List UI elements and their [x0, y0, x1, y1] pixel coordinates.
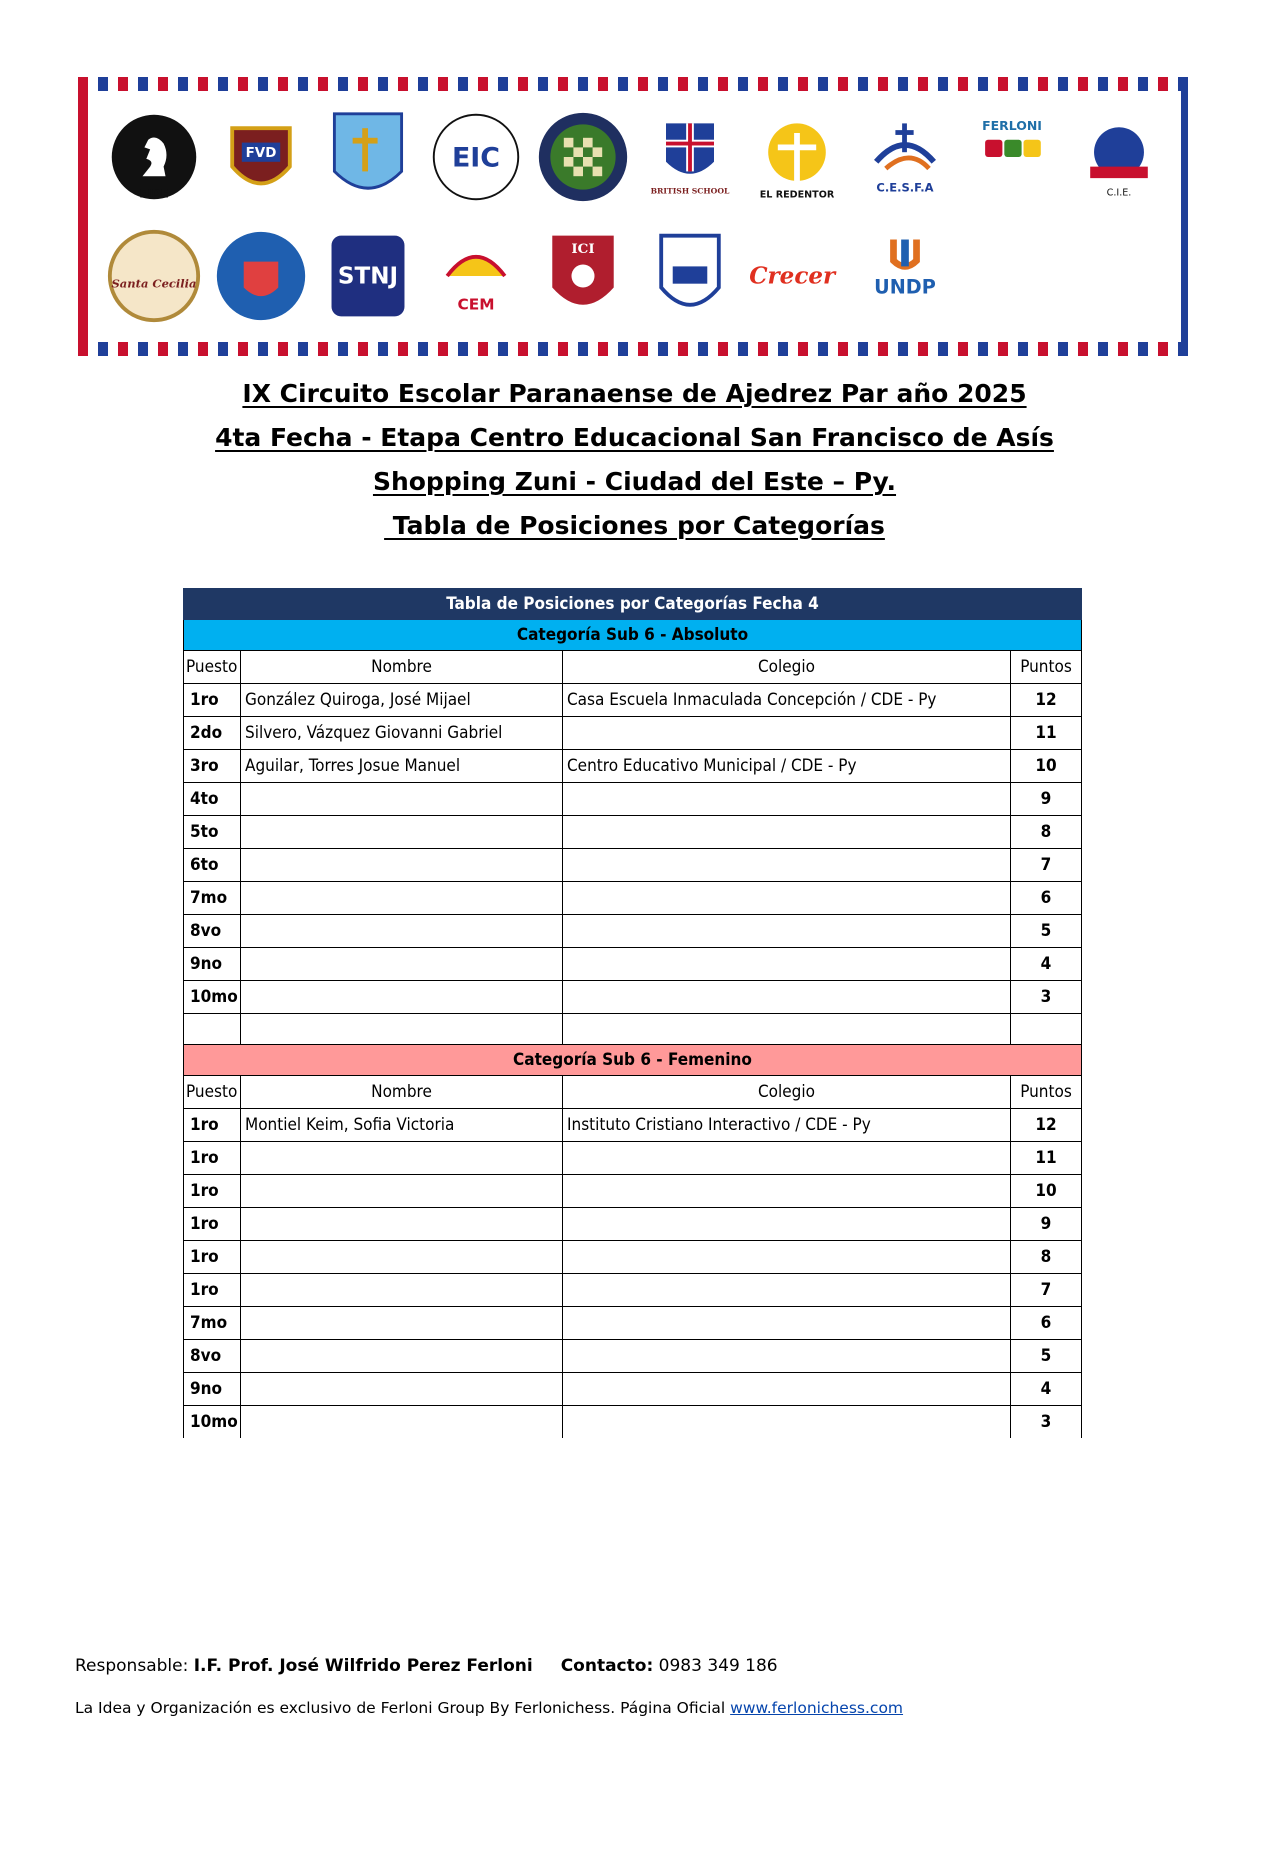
cell-puntos: 6 [1011, 882, 1082, 915]
cell-puntos: 10 [1011, 1175, 1082, 1208]
table-row [184, 717, 1082, 750]
cell-colegio: Instituto Cristiano Interactivo / CDE - Py [563, 1109, 1011, 1142]
column-header-colegio: Colegio [563, 651, 1011, 684]
cell-puesto: 10mo [184, 1406, 241, 1439]
cell-nombre [241, 1340, 563, 1373]
cell-puesto: 3ro [184, 750, 241, 783]
ici-logo [535, 228, 631, 324]
cell-puesto: 2do [184, 717, 241, 750]
cell-puntos: 4 [1011, 948, 1082, 981]
svg-text:CEM: CEM [457, 295, 495, 314]
cell-nombre [241, 816, 563, 849]
cell-nombre: Aguilar, Torres Josue Manuel [241, 750, 563, 783]
cell-puntos: 5 [1011, 915, 1082, 948]
cell-colegio [563, 1241, 1011, 1274]
fvd-logo [213, 109, 309, 205]
heading-line-1: IX Circuito Escolar Paranaense de Ajedrez Par año 2025 [242, 379, 1027, 408]
contacto-value: 0983 349 186 [653, 1656, 778, 1676]
cell-colegio [563, 816, 1011, 849]
cell-colegio [563, 717, 1011, 750]
cie-logo [1071, 109, 1167, 205]
empty-cell [563, 1014, 1011, 1045]
table-row [184, 1142, 1082, 1175]
column-header-nombre: Nombre [241, 651, 563, 684]
cell-puntos: 3 [1011, 1406, 1082, 1439]
table-row [184, 684, 1082, 717]
heading-line-3: Shopping Zuni - Ciudad del Este – Py. [372, 467, 897, 496]
svg-text:STNJ: STNJ [338, 263, 399, 290]
cell-colegio [563, 1373, 1011, 1406]
cell-puesto: 4to [184, 783, 241, 816]
column-header-nombre: Nombre [241, 1076, 563, 1109]
cell-puesto: 8vo [184, 915, 241, 948]
spacer-row [184, 1014, 1082, 1045]
cell-puntos: 10 [1011, 750, 1082, 783]
cell-puesto: 1ro [184, 1208, 241, 1241]
standings-table [183, 588, 1082, 1438]
footer-organization [75, 1699, 903, 1717]
cell-colegio: Centro Educativo Municipal / CDE - Py [563, 750, 1011, 783]
heading-line-2: 4ta Fecha - Etapa Centro Educacional San Francisco de Asís [215, 423, 1054, 452]
heading-line-4: Tabla de Posiciones por Categorías [384, 511, 885, 540]
cell-puntos: 4 [1011, 1373, 1082, 1406]
document-heading [0, 372, 1269, 548]
colegio-santa-rita-logo [642, 228, 738, 324]
standings-table-wrapper [183, 588, 1081, 1438]
svg-text:Crecer: Crecer [749, 262, 836, 290]
table-row [184, 1340, 1082, 1373]
svg-text:EL REDENTOR: EL REDENTOR [760, 189, 835, 201]
santa-cecilia-logo [106, 228, 202, 324]
svg-text:C.I.E.: C.I.E. [1106, 187, 1132, 199]
cell-colegio [563, 783, 1011, 816]
table-row [184, 783, 1082, 816]
eic-logo [428, 109, 524, 205]
cell-puesto: 1ro [184, 1142, 241, 1175]
table-row [184, 981, 1082, 1014]
stnj-logo [320, 228, 416, 324]
cell-colegio: Casa Escuela Inmaculada Concepción / CDE - Py [563, 684, 1011, 717]
crecer-logo [749, 228, 845, 324]
cell-nombre [241, 1241, 563, 1274]
cell-puesto: 9no [184, 948, 241, 981]
svg-text:EIC: EIC [451, 142, 500, 174]
cell-nombre [241, 882, 563, 915]
empty-cell [241, 1014, 563, 1045]
svg-text:ICI: ICI [571, 241, 595, 258]
table-row [184, 750, 1082, 783]
cell-nombre [241, 915, 563, 948]
cell-nombre [241, 981, 563, 1014]
table-row [184, 1208, 1082, 1241]
cell-puntos: 11 [1011, 717, 1082, 750]
responsable-name: I.F. Prof. José Wilfrido Perez Ferloni [193, 1656, 533, 1676]
table-row [184, 816, 1082, 849]
cell-puntos: 7 [1011, 849, 1082, 882]
cell-colegio [563, 849, 1011, 882]
cell-puesto: 1ro [184, 684, 241, 717]
table-row [184, 1109, 1082, 1142]
cell-nombre [241, 1373, 563, 1406]
colegio-crecer-logo [213, 228, 309, 324]
cell-colegio [563, 915, 1011, 948]
cell-puntos: 11 [1011, 1142, 1082, 1175]
responsable-label: Responsable: [75, 1656, 194, 1676]
svg-text:C.E.S.F.A: C.E.S.F.A [876, 180, 934, 195]
table-row [184, 849, 1082, 882]
cell-nombre: Montiel Keim, Sofia Victoria [241, 1109, 563, 1142]
cell-nombre [241, 1274, 563, 1307]
cell-puntos: 12 [1011, 1109, 1082, 1142]
table-row [184, 882, 1082, 915]
cell-puesto: 8vo [184, 1340, 241, 1373]
table-row [184, 1241, 1082, 1274]
footer-responsable [75, 1656, 778, 1676]
cell-nombre: Silvero, Vázquez Giovanni Gabriel [241, 717, 563, 750]
svg-text:FERLONI: FERLONI [982, 117, 1042, 133]
cell-nombre [241, 1208, 563, 1241]
cell-colegio [563, 1175, 1011, 1208]
cell-puesto: 10mo [184, 981, 241, 1014]
cell-puntos: 9 [1011, 783, 1082, 816]
cell-puesto: 5to [184, 816, 241, 849]
cell-puesto: 1ro [184, 1274, 241, 1307]
table-row [184, 1175, 1082, 1208]
empty-cell [1011, 1014, 1082, 1045]
cell-colegio [563, 882, 1011, 915]
cell-nombre [241, 1175, 563, 1208]
cell-puesto: 1ro [184, 1109, 241, 1142]
column-header-puesto: Puesto [184, 651, 241, 684]
table-row [184, 948, 1082, 981]
cell-puntos: 12 [1011, 684, 1082, 717]
cell-colegio [563, 1340, 1011, 1373]
fide-logo [106, 109, 202, 205]
cell-nombre [241, 1142, 563, 1175]
table-row [184, 915, 1082, 948]
svg-text:BRITISH SCHOOL: BRITISH SCHOOL [650, 186, 730, 196]
cell-nombre [241, 948, 563, 981]
undp-logo [857, 228, 953, 324]
empty-cell [184, 1014, 241, 1045]
cell-nombre [241, 1307, 563, 1340]
cell-colegio [563, 1307, 1011, 1340]
svg-text:FIDE: FIDE [138, 186, 169, 201]
colegio-juan-pablo-ii-logo [320, 109, 416, 205]
cell-puntos: 7 [1011, 1274, 1082, 1307]
cell-puntos: 3 [1011, 981, 1082, 1014]
club-ferlonichess-logo [535, 109, 631, 205]
cell-nombre: González Quiroga, José Mijael [241, 684, 563, 717]
website-link[interactable]: www.ferlonichess.com [730, 1699, 904, 1717]
contacto-label: Contacto: [560, 1656, 654, 1676]
cell-puesto: 7mo [184, 1307, 241, 1340]
table-title: Tabla de Posiciones por Categorías Fecha 4 [184, 589, 1082, 620]
cell-nombre [241, 1406, 563, 1439]
table-row [184, 1307, 1082, 1340]
column-header-colegio: Colegio [563, 1076, 1011, 1109]
organization-text: La Idea y Organización es exclusivo de Ferloni Group By Ferlonichess. Página Oficial [75, 1699, 731, 1717]
cell-puesto: 7mo [184, 882, 241, 915]
cell-colegio [563, 981, 1011, 1014]
cesfa-logo [857, 109, 953, 205]
cell-puntos: 6 [1011, 1307, 1082, 1340]
cell-colegio [563, 1274, 1011, 1307]
column-header-puesto: Puesto [184, 1076, 241, 1109]
cell-puntos: 8 [1011, 816, 1082, 849]
british-school-logo [642, 109, 738, 205]
cell-colegio [563, 948, 1011, 981]
cem-logo [428, 228, 524, 324]
sponsor-banner [78, 77, 1195, 356]
table-row [184, 1373, 1082, 1406]
column-header-puntos: Puntos [1011, 651, 1082, 684]
category-header: Categoría Sub 6 - Femenino [184, 1045, 1082, 1076]
ferloni-group-logo [964, 109, 1060, 205]
cell-puntos: 9 [1011, 1208, 1082, 1241]
table-row [184, 1406, 1082, 1439]
category-header: Categoría Sub 6 - Absoluto [184, 620, 1082, 651]
table-row [184, 1274, 1082, 1307]
svg-text:Santa Cecilia: Santa Cecilia [111, 276, 197, 291]
cell-puesto: 1ro [184, 1241, 241, 1274]
cell-nombre [241, 783, 563, 816]
el-redentor-logo [749, 109, 845, 205]
cell-colegio [563, 1406, 1011, 1439]
cell-puesto: 1ro [184, 1175, 241, 1208]
svg-text:FVD: FVD [245, 145, 277, 161]
cell-nombre [241, 849, 563, 882]
svg-text:UNDP: UNDP [873, 275, 936, 299]
cell-puntos: 8 [1011, 1241, 1082, 1274]
column-header-puntos: Puntos [1011, 1076, 1082, 1109]
cell-colegio [563, 1208, 1011, 1241]
cell-puesto: 6to [184, 849, 241, 882]
cell-puesto: 9no [184, 1373, 241, 1406]
cell-colegio [563, 1142, 1011, 1175]
cell-puntos: 5 [1011, 1340, 1082, 1373]
